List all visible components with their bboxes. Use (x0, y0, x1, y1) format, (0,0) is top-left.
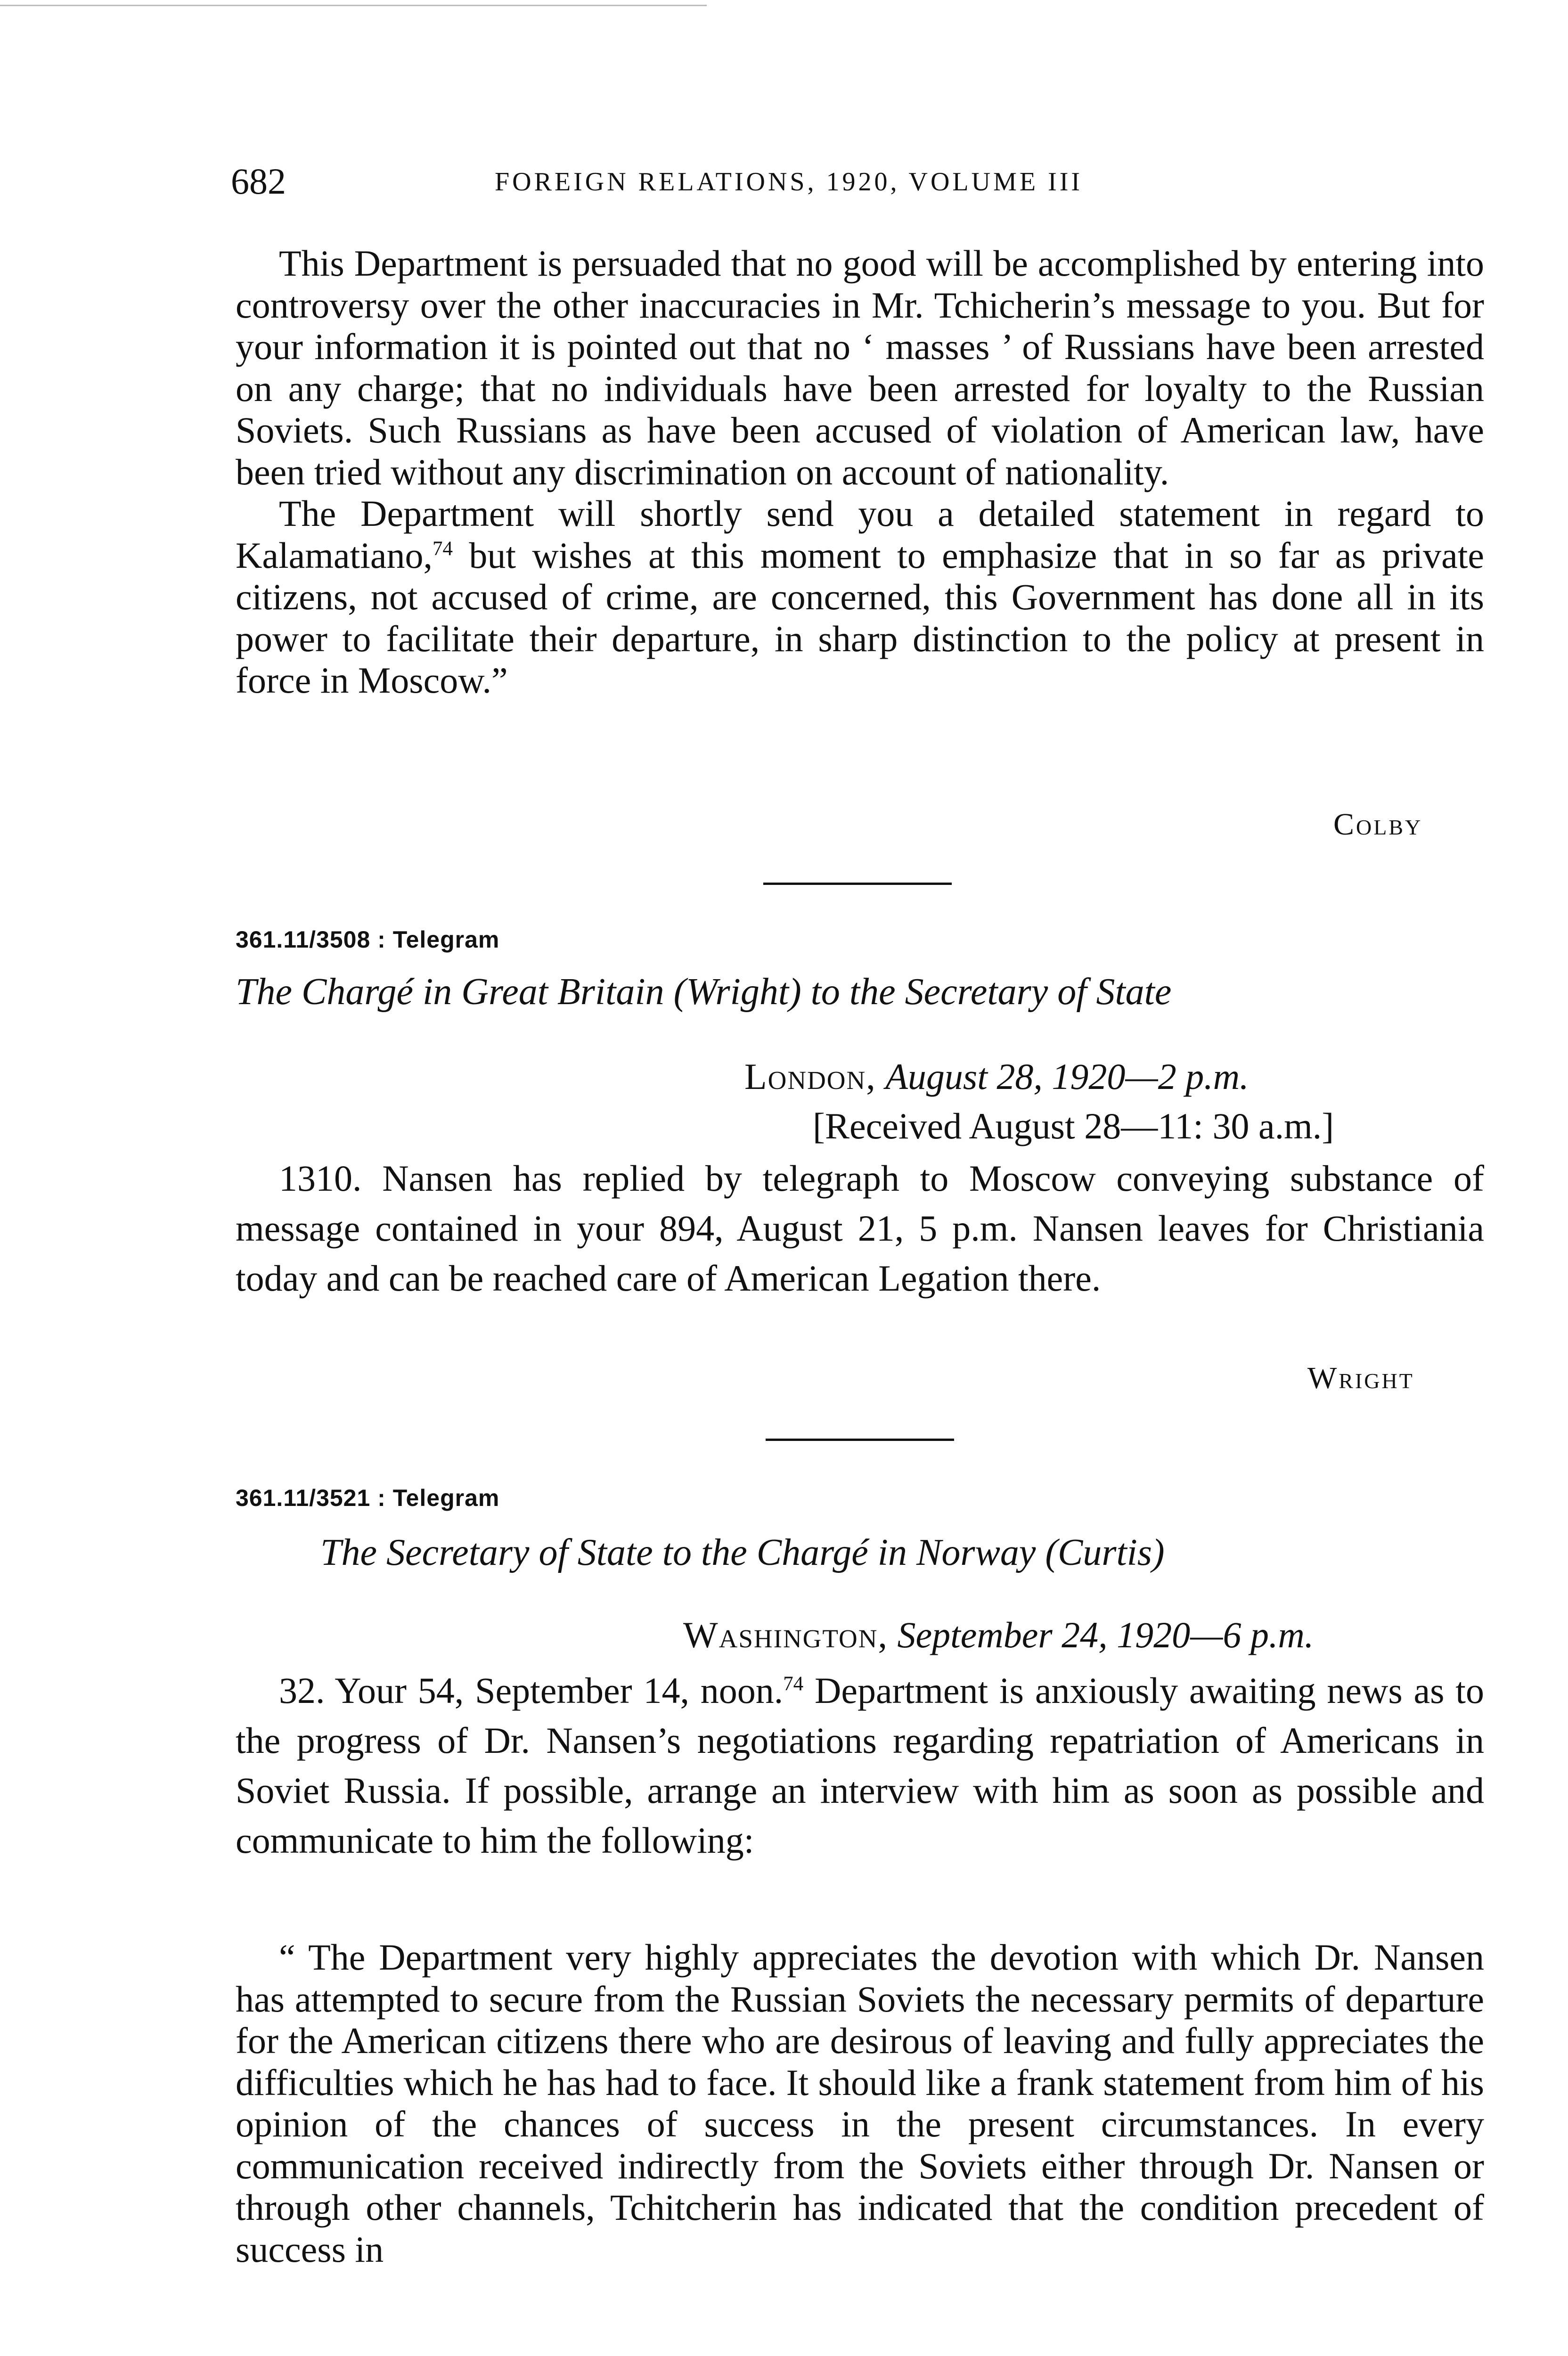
place: Washington, (683, 1614, 888, 1655)
paragraph-text: Department is anxiously awaiting news as to the progress of Dr. Nansen’s negotiations regarding repatriation of Americans in Soviet Russia. If possible, arrange an interview with him as soon as possible and communicate to him the following: (236, 1670, 1484, 1861)
paragraph: 1310. Nansen has replied by telegraph to Moscow conveying substance of message contained in your 894, August 21, 5 p.m. Nansen leaves for Christiania today and can be reached care of American Legation there. (236, 1158, 1484, 1299)
signature-colby: Colby (1333, 807, 1423, 842)
paragraph-text: but wishes at this moment to emphasize that in so far as private citizens, not accused of crime, are concerned, this Government has done all in its power to facilitate their departure, in sharp distinction to the policy at present in force in Moscow.” (236, 534, 1484, 701)
date: August 28, 1920—2 p.m. (885, 1056, 1249, 1097)
dateline (683, 1612, 1314, 1659)
page-number: 682 (231, 161, 286, 202)
document-title: The Chargé in Great Britain (Wright) to the Secretary of State (236, 971, 1172, 1013)
telegram-body (236, 1666, 1484, 1865)
running-title: FOREIGN RELATIONS, 1920, VOLUME III (495, 167, 1083, 196)
telegram-body (236, 1153, 1484, 1303)
date: September 24, 1920—6 p.m. (897, 1614, 1314, 1655)
letter-continuation (236, 243, 1484, 702)
paragraph-text: The Department will shortly send you a detailed statement in regard to Kalamatiano, (236, 493, 1484, 576)
footnote-ref: 74 (783, 1673, 804, 1695)
page-header (231, 160, 1475, 203)
signature-wright: Wright (1307, 1361, 1414, 1395)
paragraph: “ The Department very highly appreciates the devotion with which Dr. Nansen has attempted to secure from the Russian Soviets the necessary permits of departure for the American citizens there who are desirous of leaving and fully appreciates the difficulties which he has had to face. It should like a frank statement from him of his opinion of the chances of success in the present circumstances. In every communication received indirectly from the Soviets either through Dr. Nansen or through other channels, Tchitcherin has indicated that the condition precedent of success in (236, 1937, 1484, 2270)
quoted-message (236, 1937, 1484, 2270)
paragraph (236, 493, 1484, 702)
document-title: The Secretary of State to the Chargé in Norway (Curtis) (320, 1532, 1165, 1573)
section-separator (763, 883, 952, 885)
scan-edge-rule (0, 5, 707, 6)
place: London, (744, 1056, 876, 1097)
dateline (744, 1053, 1249, 1100)
paragraph: This Department is persuaded that no good will be accomplished by entering into controversy over the other inaccuracies in Mr. Tchicherin’s message to you. But for your information it is pointed out that no ‘ masses ’ of Russians have been arrested on any charge; that no individuals have been arrested for loyalty to the Russian Soviets. Such Russians as have been accused of violation of American law, have been tried without any discrimination on account of nationality. (236, 243, 1484, 492)
file-number: 361.11/3521 : Telegram (236, 1485, 500, 1511)
section-separator (766, 1439, 954, 1441)
footnote-ref: 74 (433, 537, 453, 560)
file-number: 361.11/3508 : Telegram (236, 926, 500, 953)
paragraph-text: 32. Your 54, September 14, noon. (279, 1670, 784, 1711)
received-note: [Received August 28—11: 30 a.m.] (813, 1105, 1334, 1146)
paragraph (236, 1666, 1484, 1865)
